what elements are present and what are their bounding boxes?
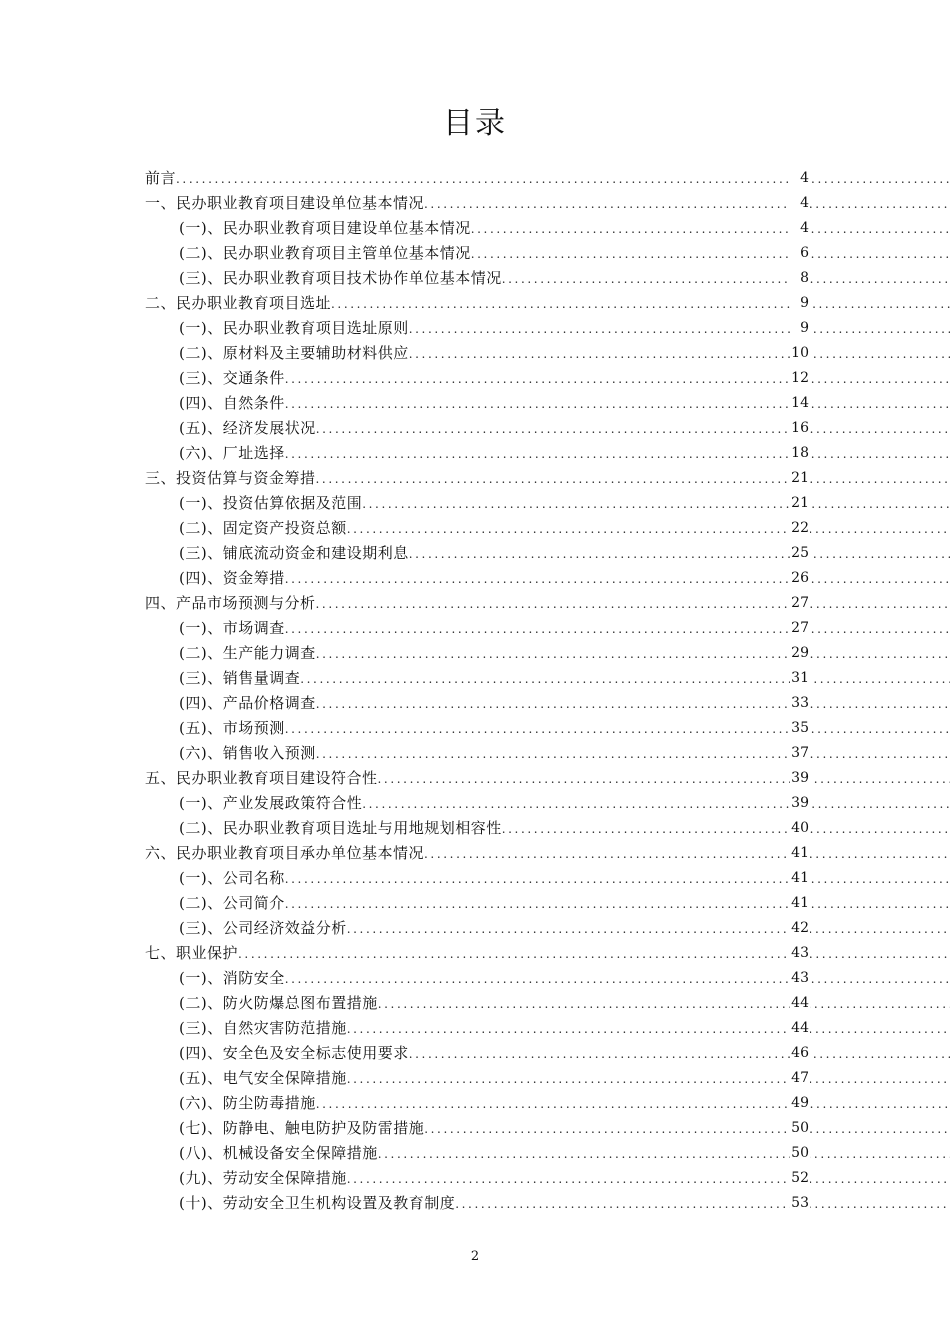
toc-entry-title: 前言 [145, 169, 177, 187]
toc-section-entry[interactable] [0, 966, 950, 991]
toc-entry-row [179, 1091, 950, 1116]
toc-dot-leader [331, 292, 950, 316]
toc-entry-page-number: 42 [790, 916, 810, 941]
toc-section-entry[interactable] [0, 391, 950, 416]
toc-entry-title: (五)、电气安全保障措施 [179, 1069, 347, 1087]
toc-section-entry[interactable] [0, 216, 950, 241]
toc-entry-title: (二)、防火防爆总图布置措施 [179, 994, 378, 1012]
toc-entry-row [179, 491, 950, 516]
toc-entry-row [179, 966, 950, 991]
toc-dot-leader [316, 692, 950, 716]
toc-entry-page-number: 4 [790, 191, 810, 216]
toc-dot-leader [471, 242, 950, 266]
toc-section-entry[interactable] [0, 441, 950, 466]
toc-dot-leader [285, 367, 950, 391]
toc-entry-page-number: 21 [790, 466, 810, 491]
toc-entry-row [179, 866, 950, 891]
toc-entry-title: (三)、民办职业教育项目技术协作单位基本情况 [179, 269, 502, 287]
toc-dot-leader [424, 842, 950, 866]
toc-entry-row [179, 1141, 950, 1166]
toc-dot-leader [424, 192, 950, 216]
toc-dot-leader [424, 1117, 950, 1141]
toc-section-entry[interactable] [0, 516, 950, 541]
toc-entry-row [179, 641, 950, 666]
toc-entry-row [179, 666, 950, 691]
toc-entry-page-number: 12 [790, 366, 810, 391]
toc-dot-leader [285, 892, 950, 916]
toc-dot-leader [316, 642, 950, 666]
toc-entry-title: (八)、机械设备安全保障措施 [179, 1144, 378, 1162]
toc-entry-page-number: 39 [790, 766, 810, 791]
toc-entry-row [179, 1191, 950, 1216]
toc-entry-title: 六、民办职业教育项目承办单位基本情况 [145, 844, 425, 862]
toc-entry-title: (六)、厂址选择 [179, 444, 285, 462]
toc-entry-page-number: 27 [790, 616, 810, 641]
toc-section-entry[interactable] [0, 1016, 950, 1041]
toc-entry-page-number: 50 [790, 1141, 810, 1166]
toc-section-entry[interactable] [0, 866, 950, 891]
toc-entry-row [179, 516, 950, 541]
toc-section-entry[interactable] [0, 366, 950, 391]
toc-section-entry[interactable] [0, 791, 950, 816]
toc-entry-page-number: 41 [790, 891, 810, 916]
toc-entry-title: 二、民办职业教育项目选址 [145, 294, 332, 312]
toc-dot-leader [409, 542, 950, 566]
toc-section-entry[interactable] [0, 1091, 950, 1116]
toc-entry-title: (六)、销售收入预测 [179, 744, 316, 762]
toc-dot-leader [238, 942, 950, 966]
toc-entry-page-number: 44 [790, 991, 810, 1016]
toc-entry-title: (三)、公司经济效益分析 [179, 919, 347, 937]
toc-entry-page-number: 26 [790, 566, 810, 591]
toc-entry-row [179, 1166, 950, 1191]
toc-entry-page-number: 21 [790, 491, 810, 516]
toc-entry-title: (一)、市场调查 [179, 619, 285, 637]
toc-entry-title: (一)、民办职业教育项目建设单位基本情况 [179, 219, 471, 237]
toc-entry-row [179, 266, 950, 291]
toc-entry-title: 五、民办职业教育项目建设符合性 [145, 769, 378, 787]
toc-section-entry[interactable] [0, 691, 950, 716]
toc-entry-page-number: 9 [790, 291, 810, 316]
toc-entry-title: (四)、资金筹措 [179, 569, 285, 587]
toc-entry-page-number: 9 [790, 316, 810, 341]
toc-section-entry[interactable] [0, 891, 950, 916]
toc-entry-title: 四、产品市场预测与分析 [145, 594, 316, 612]
toc-entry-row [145, 941, 950, 966]
toc-entry-row [145, 166, 950, 191]
toc-entry-title: (二)、民办职业教育项目主管单位基本情况 [179, 244, 471, 262]
toc-section-entry[interactable] [0, 991, 950, 1016]
toc-dot-leader [285, 867, 950, 891]
toc-entry-row [145, 466, 950, 491]
toc-dot-leader [455, 1192, 950, 1216]
toc-dot-leader [409, 1042, 950, 1066]
toc-entry-title: (四)、安全色及安全标志使用要求 [179, 1044, 409, 1062]
toc-entry-page-number: 16 [790, 416, 810, 441]
toc-entry-title: (一)、投资估算依据及范围 [179, 494, 363, 512]
toc-entry-row [179, 391, 950, 416]
toc-chapter-entry[interactable] [0, 291, 950, 316]
toc-entry-row [179, 816, 950, 841]
toc-section-entry[interactable] [0, 666, 950, 691]
toc-entry-title: (一)、产业发展政策符合性 [179, 794, 363, 812]
toc-entry-title: 一、民办职业教育项目建设单位基本情况 [145, 194, 425, 212]
toc-entry-title: (三)、铺底流动资金和建设期利息 [179, 544, 409, 562]
toc-entry-title: (一)、公司名称 [179, 869, 285, 887]
toc-entry-page-number: 6 [790, 241, 810, 266]
toc-dot-leader [409, 317, 950, 341]
table-of-contents [0, 166, 950, 1216]
toc-entry-page-number: 53 [790, 1191, 810, 1216]
toc-dot-leader [285, 717, 950, 741]
toc-entry-title: (四)、产品价格调查 [179, 694, 316, 712]
toc-dot-leader [285, 967, 950, 991]
toc-section-entry[interactable] [0, 491, 950, 516]
toc-entry-title: (六)、防尘防毒措施 [179, 1094, 316, 1112]
toc-entry-page-number: 50 [790, 1116, 810, 1141]
toc-entry-row [179, 891, 950, 916]
toc-entry-page-number: 40 [790, 816, 810, 841]
toc-dot-leader [347, 1017, 950, 1041]
toc-chapter-entry[interactable] [0, 191, 950, 216]
toc-dot-leader [378, 992, 950, 1016]
toc-dot-leader [285, 442, 950, 466]
toc-entry-page-number: 43 [790, 966, 810, 991]
toc-dot-leader [378, 767, 950, 791]
toc-entry-row [145, 841, 950, 866]
toc-entry-row [179, 241, 950, 266]
toc-entry-title: (三)、交通条件 [179, 369, 285, 387]
toc-entry-row [179, 1016, 950, 1041]
toc-dot-leader [316, 417, 950, 441]
toc-entry-title: 三、投资估算与资金筹措 [145, 469, 316, 487]
toc-entry-title: (十)、劳动安全卫生机构设置及教育制度 [179, 1194, 456, 1212]
toc-entry-title: (五)、市场预测 [179, 719, 285, 737]
toc-entry-page-number: 14 [790, 391, 810, 416]
toc-section-entry[interactable] [0, 541, 950, 566]
toc-entry-row [179, 1066, 950, 1091]
toc-section-entry[interactable] [0, 316, 950, 341]
toc-entry-title: (五)、经济发展状况 [179, 419, 316, 437]
toc-section-entry[interactable] [0, 1191, 950, 1216]
toc-section-entry[interactable] [0, 616, 950, 641]
toc-dot-leader [362, 792, 950, 816]
toc-dot-leader [347, 1067, 950, 1091]
toc-entry-page-number: 43 [790, 941, 810, 966]
toc-entry-page-number: 35 [790, 716, 810, 741]
toc-chapter-entry[interactable] [0, 166, 950, 191]
toc-entry-page-number: 47 [790, 1066, 810, 1091]
toc-entry-page-number: 49 [790, 1091, 810, 1116]
toc-dot-leader [316, 592, 950, 616]
toc-entry-row [179, 216, 950, 241]
toc-section-entry[interactable] [0, 266, 950, 291]
toc-section-entry[interactable] [0, 1116, 950, 1141]
toc-entry-row [179, 316, 950, 341]
toc-entry-title: (七)、防静电、触电防护及防雷措施 [179, 1119, 425, 1137]
toc-dot-leader [285, 392, 950, 416]
toc-section-entry[interactable] [0, 1166, 950, 1191]
toc-entry-row [179, 691, 950, 716]
toc-entry-title: (二)、公司简介 [179, 894, 285, 912]
toc-entry-row [179, 741, 950, 766]
page-title: 目录 [443, 106, 507, 141]
toc-entry-page-number: 4 [790, 166, 810, 191]
toc-section-entry[interactable] [0, 816, 950, 841]
toc-section-entry[interactable] [0, 341, 950, 366]
toc-dot-leader [316, 1092, 950, 1116]
toc-section-entry[interactable] [0, 716, 950, 741]
toc-entry-row [179, 441, 950, 466]
toc-entry-title: (二)、原材料及主要辅助材料供应 [179, 344, 409, 362]
toc-chapter-entry[interactable] [0, 841, 950, 866]
toc-entry-row [179, 991, 950, 1016]
toc-entry-page-number: 18 [790, 441, 810, 466]
toc-section-entry[interactable] [0, 641, 950, 666]
toc-dot-leader [285, 617, 950, 641]
toc-section-entry[interactable] [0, 566, 950, 591]
toc-entry-row [179, 716, 950, 741]
toc-dot-leader [285, 567, 950, 591]
toc-chapter-entry[interactable] [0, 591, 950, 616]
toc-section-entry[interactable] [0, 1041, 950, 1066]
toc-entry-page-number: 22 [790, 516, 810, 541]
toc-dot-leader [176, 167, 950, 191]
toc-dot-leader [378, 1142, 950, 1166]
toc-section-entry[interactable] [0, 416, 950, 441]
toc-entry-page-number: 39 [790, 791, 810, 816]
toc-section-entry[interactable] [0, 916, 950, 941]
toc-entry-title: (二)、固定资产投资总额 [179, 519, 347, 537]
toc-section-entry[interactable] [0, 1141, 950, 1166]
toc-entry-page-number: 37 [790, 741, 810, 766]
toc-entry-title: (二)、生产能力调查 [179, 644, 316, 662]
toc-entry-title: (一)、民办职业教育项目选址原则 [179, 319, 409, 337]
toc-entry-title: (二)、民办职业教育项目选址与用地规划相容性 [179, 819, 502, 837]
toc-chapter-entry[interactable] [0, 941, 950, 966]
toc-chapter-entry[interactable] [0, 466, 950, 491]
toc-entry-row [179, 1116, 950, 1141]
toc-dot-leader [347, 517, 950, 541]
toc-entry-page-number: 4 [790, 216, 810, 241]
toc-entry-page-number: 33 [790, 691, 810, 716]
toc-entry-page-number: 46 [790, 1041, 810, 1066]
toc-entry-page-number: 10 [790, 341, 810, 366]
toc-entry-page-number: 29 [790, 641, 810, 666]
toc-entry-page-number: 52 [790, 1166, 810, 1191]
toc-dot-leader [471, 217, 950, 241]
toc-entry-title: (九)、劳动安全保障措施 [179, 1169, 347, 1187]
toc-entry-row [179, 541, 950, 566]
toc-entry-page-number: 25 [790, 541, 810, 566]
toc-entry-title: (一)、消防安全 [179, 969, 285, 987]
toc-dot-leader [347, 1167, 950, 1191]
toc-entry-title: (四)、自然条件 [179, 394, 285, 412]
toc-entry-row [145, 591, 950, 616]
toc-entry-title: (三)、自然灾害防范措施 [179, 1019, 347, 1037]
toc-section-entry[interactable] [0, 241, 950, 266]
toc-entry-row [145, 191, 950, 216]
toc-entry-row [179, 1041, 950, 1066]
toc-dot-leader [362, 492, 950, 516]
toc-entry-row [179, 366, 950, 391]
toc-dot-leader [300, 667, 950, 691]
toc-chapter-entry[interactable] [0, 766, 950, 791]
toc-dot-leader [502, 267, 950, 291]
toc-entry-title: (三)、销售量调查 [179, 669, 301, 687]
toc-entry-row [179, 916, 950, 941]
toc-section-entry[interactable] [0, 1066, 950, 1091]
toc-entry-row [145, 766, 950, 791]
toc-entry-row [179, 616, 950, 641]
toc-entry-page-number: 27 [790, 591, 810, 616]
toc-entry-page-number: 41 [790, 841, 810, 866]
toc-dot-leader [409, 342, 950, 366]
toc-entry-page-number: 44 [790, 1016, 810, 1041]
toc-dot-leader [316, 467, 950, 491]
toc-dot-leader [316, 742, 950, 766]
toc-entry-row [145, 291, 950, 316]
toc-dot-leader [347, 917, 950, 941]
toc-entry-title: 七、职业保护 [145, 944, 239, 962]
toc-dot-leader [502, 817, 950, 841]
toc-entry-page-number: 8 [790, 266, 810, 291]
toc-entry-row [179, 566, 950, 591]
toc-entry-page-number: 31 [790, 666, 810, 691]
page-number: 2 [470, 1249, 480, 1264]
toc-entry-row [179, 416, 950, 441]
toc-entry-page-number: 41 [790, 866, 810, 891]
toc-section-entry[interactable] [0, 741, 950, 766]
toc-entry-row [179, 791, 950, 816]
toc-entry-row [179, 341, 950, 366]
